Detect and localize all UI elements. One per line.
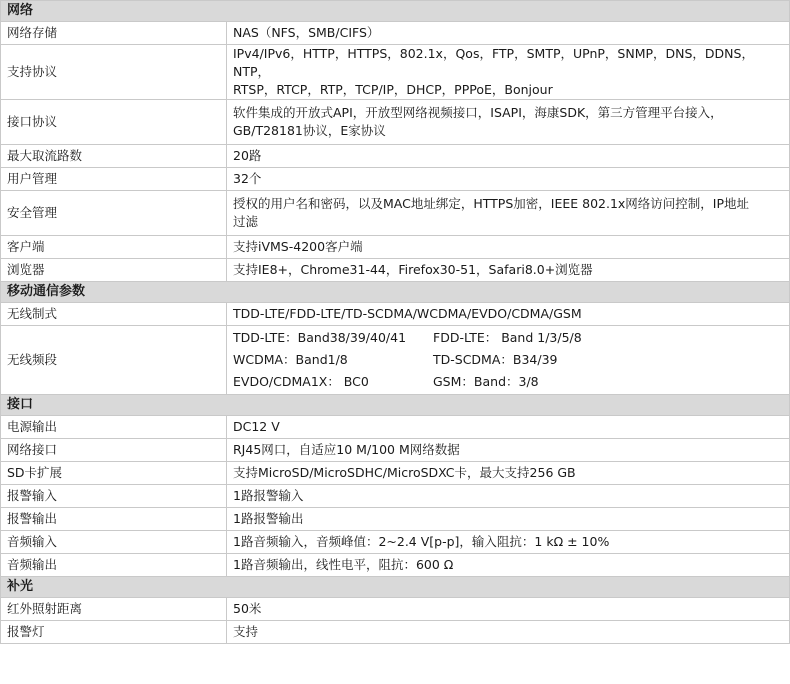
spec-value: 支持IE8+，Chrome31-44，Firefox30-51，Safari8.0+浏览器 <box>227 259 790 282</box>
spec-row <box>1 485 790 508</box>
spec-value: 1路报警输入 <box>227 485 790 508</box>
band-entry: TD-SCDMA：B34/39 <box>433 352 558 367</box>
spec-row <box>1 531 790 554</box>
spec-value-line: RTSP，RTCP，RTP，TCP/IP，DHCP，PPPoE，Bonjour <box>233 82 553 97</box>
spec-value: 20路 <box>227 145 790 168</box>
spec-label: 无线制式 <box>1 303 227 326</box>
spec-value <box>227 100 790 145</box>
spec-label: 报警输出 <box>1 508 227 531</box>
spec-row <box>1 45 790 100</box>
spec-row <box>1 439 790 462</box>
spec-label: 音频输入 <box>1 531 227 554</box>
spec-value: RJ45网口，自适应10 M/100 M网络数据 <box>227 439 790 462</box>
spec-label: SD卡扩展 <box>1 462 227 485</box>
spec-row <box>1 554 790 577</box>
spec-value-line: GB/T28181协议，E家协议 <box>233 123 386 138</box>
spec-value <box>227 326 790 395</box>
spec-value: 1路报警输出 <box>227 508 790 531</box>
spec-value: 支持iVMS-4200客户端 <box>227 236 790 259</box>
spec-label: 支持协议 <box>1 45 227 100</box>
spec-label: 最大取流路数 <box>1 145 227 168</box>
spec-label: 电源输出 <box>1 416 227 439</box>
spec-row <box>1 462 790 485</box>
spec-value: 1路音频输入，音频峰值：2~2.4 V[p-p]，输入阻抗：1 kΩ ± 10% <box>227 531 790 554</box>
section-title: 补光 <box>1 577 790 598</box>
spec-value: NAS（NFS，SMB/CIFS） <box>227 22 790 45</box>
spec-row <box>1 416 790 439</box>
spec-row <box>1 621 790 644</box>
band-entry: EVDO/CDMA1X： BC0 <box>233 374 369 389</box>
section-title: 接口 <box>1 395 790 416</box>
spec-label: 客户端 <box>1 236 227 259</box>
section-header-row <box>1 1 790 22</box>
spec-value-line: 授权的用户名和密码，以及MAC地址绑定，HTTPS加密，IEEE 802.1x网络访问控制，IP地址 <box>233 196 750 211</box>
spec-value: 32个 <box>227 168 790 191</box>
spec-label: 报警灯 <box>1 621 227 644</box>
spec-row <box>1 236 790 259</box>
spec-value-line: IPv4/IPv6，HTTP，HTTPS，802.1x，Qos，FTP，SMTP，UPnP，SNMP，DNS，DDNS，NTP， <box>233 46 754 79</box>
section-title: 网络 <box>1 1 790 22</box>
spec-row <box>1 191 790 236</box>
spec-table-body <box>1 1 790 644</box>
spec-label: 浏览器 <box>1 259 227 282</box>
spec-label: 无线频段 <box>1 326 227 395</box>
spec-value: 支持 <box>227 621 790 644</box>
spec-row <box>1 100 790 145</box>
spec-label: 安全管理 <box>1 191 227 236</box>
spec-row <box>1 508 790 531</box>
spec-label: 网络接口 <box>1 439 227 462</box>
spec-row <box>1 259 790 282</box>
section-header-row <box>1 577 790 598</box>
spec-row <box>1 326 790 395</box>
spec-value: 支持MicroSD/MicroSDHC/MicroSDXC卡，最大支持256 GB <box>227 462 790 485</box>
spec-label: 接口协议 <box>1 100 227 145</box>
spec-value: 50米 <box>227 598 790 621</box>
spec-row <box>1 303 790 326</box>
spec-value-line: 过滤 <box>233 214 259 229</box>
section-header-row <box>1 395 790 416</box>
spec-label: 用户管理 <box>1 168 227 191</box>
section-title: 移动通信参数 <box>1 282 790 303</box>
spec-value <box>227 45 790 100</box>
band-entry: WCDMA：Band1/8 <box>233 352 348 367</box>
spec-value: 1路音频输出，线性电平，阻抗：600 Ω <box>227 554 790 577</box>
spec-label: 红外照射距离 <box>1 598 227 621</box>
spec-value-line: 软件集成的开放式API，开放型网络视频接口，ISAPI，海康SDK，第三方管理平台接入， <box>233 105 723 120</box>
band-entry: GSM：Band：3/8 <box>433 374 539 389</box>
spec-value: DC12 V <box>227 416 790 439</box>
spec-label: 报警输入 <box>1 485 227 508</box>
band-grid <box>233 329 783 391</box>
spec-value <box>227 191 790 236</box>
spec-row <box>1 145 790 168</box>
band-entry: FDD-LTE： Band 1/3/5/8 <box>433 330 582 345</box>
spec-row <box>1 598 790 621</box>
band-entry: TDD-LTE：Band38/39/40/41 <box>233 330 407 345</box>
spec-label: 网络存储 <box>1 22 227 45</box>
spec-label: 音频输出 <box>1 554 227 577</box>
section-header-row <box>1 282 790 303</box>
spec-row <box>1 168 790 191</box>
spec-value: TDD-LTE/FDD-LTE/TD-SCDMA/WCDMA/EVDO/CDMA/GSM <box>227 303 790 326</box>
spec-row <box>1 22 790 45</box>
